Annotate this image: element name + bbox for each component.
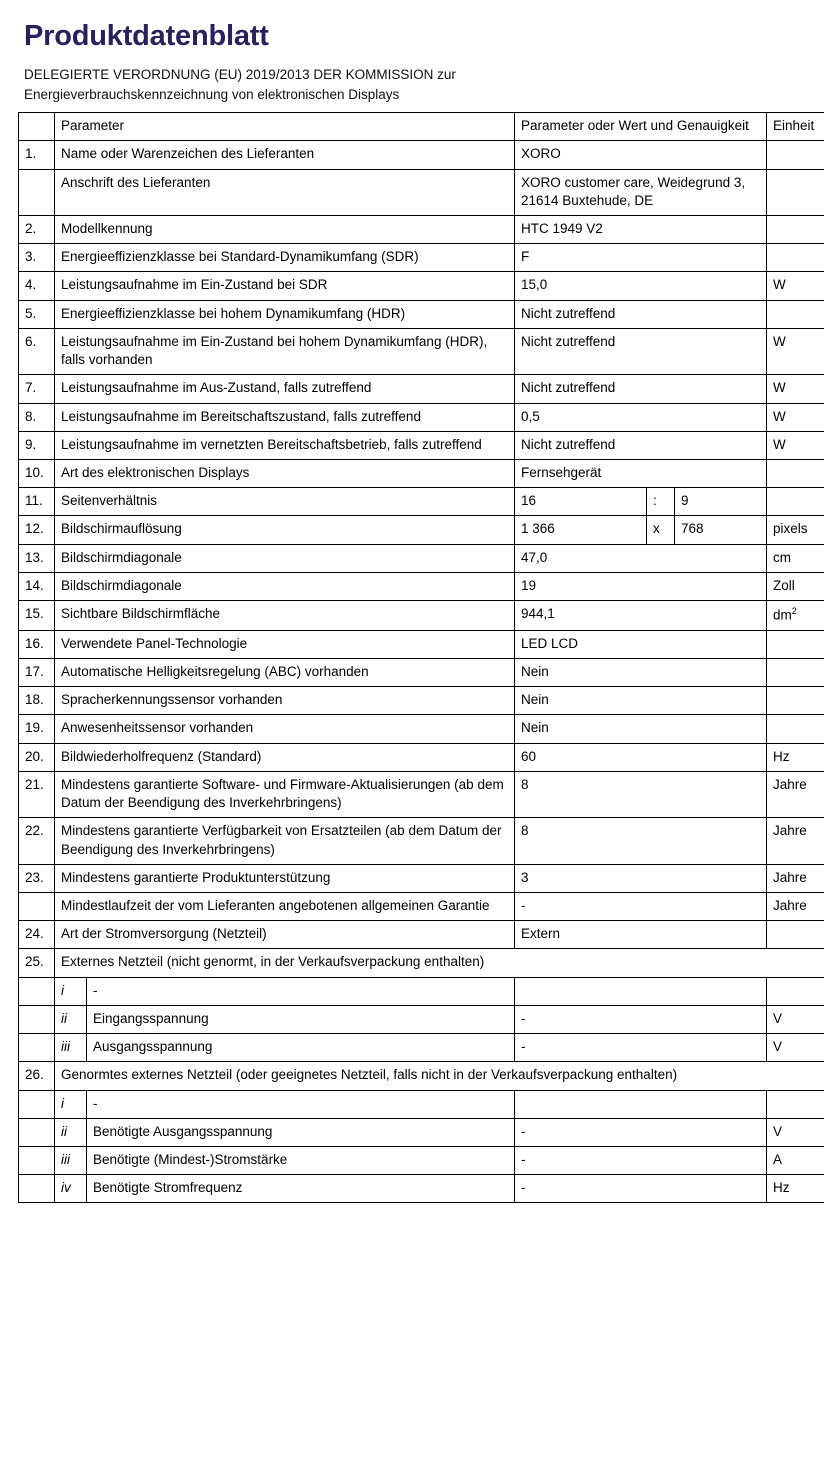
group-header-text: Externes Netzteil (nicht genormt, in der Verkaufsverpackung enthalten)	[55, 949, 824, 977]
standard-psu-item-row	[19, 1175, 824, 1203]
row-number: 26.	[19, 1062, 55, 1090]
row-number: 6.	[19, 328, 55, 374]
row-number: 18.	[19, 687, 55, 715]
table-row	[19, 141, 824, 169]
row-parameter: Art der Stromversorgung (Netzteil)	[55, 921, 515, 949]
resolution-row	[19, 516, 824, 544]
row-unit	[767, 630, 824, 658]
row-number: 3.	[19, 244, 55, 272]
row-unit: W	[767, 375, 824, 403]
table-row	[19, 216, 824, 244]
row-value	[515, 977, 767, 1005]
table-row	[19, 892, 824, 920]
row-parameter: Seitenverhältnis	[55, 488, 515, 516]
table-row	[19, 864, 824, 892]
row-parameter: Bildschirmdiagonale	[55, 572, 515, 600]
row-number: 16.	[19, 630, 55, 658]
row-number	[19, 1090, 55, 1118]
table-row	[19, 687, 824, 715]
row-unit	[767, 300, 824, 328]
row-parameter: Anschrift des Lieferanten	[55, 169, 515, 215]
standard-psu-header-row	[19, 1062, 824, 1090]
row-subnumber: iv	[55, 1175, 87, 1203]
product-information-table	[18, 112, 824, 1203]
row-value: 19	[515, 572, 767, 600]
row-parameter: Leistungsaufnahme im Aus-Zustand, falls zutreffend	[55, 375, 515, 403]
row-value: LED LCD	[515, 630, 767, 658]
row-number	[19, 1175, 55, 1203]
row-unit	[767, 459, 824, 487]
row-number: 4.	[19, 272, 55, 300]
row-parameter: Eingangsspannung	[87, 1005, 515, 1033]
header-parameter: Parameter	[55, 113, 515, 141]
row-value: 15,0	[515, 272, 767, 300]
row-parameter: Leistungsaufnahme im Ein-Zustand bei hohem Dynamikumfang (HDR), falls vorhanden	[55, 328, 515, 374]
table-row	[19, 403, 824, 431]
row-value: Nicht zutreffend	[515, 431, 767, 459]
row-unit: Hz	[767, 1175, 824, 1203]
table-row	[19, 921, 824, 949]
external-psu-header-row	[19, 949, 824, 977]
row-value: Nein	[515, 687, 767, 715]
row-value-right: 768	[675, 516, 767, 544]
row-parameter: Energieeffizienzklasse bei hohem Dynamikumfang (HDR)	[55, 300, 515, 328]
row-value: -	[515, 892, 767, 920]
row-parameter: Art des elektronischen Displays	[55, 459, 515, 487]
header-value: Parameter oder Wert und Genauigkeit	[515, 113, 767, 141]
row-number: 25.	[19, 949, 55, 977]
row-number: 1.	[19, 141, 55, 169]
row-parameter: Sichtbare Bildschirmfläche	[55, 601, 515, 631]
external-psu-item-row	[19, 1034, 824, 1062]
row-unit	[767, 687, 824, 715]
subtitle-line-1: DELEGIERTE VERORDNUNG (EU) 2019/2013 DER KOMMISSION zur	[24, 67, 456, 82]
row-number	[19, 1118, 55, 1146]
row-parameter: Modellkennung	[55, 216, 515, 244]
standard-psu-item-row	[19, 1146, 824, 1174]
row-number: 20.	[19, 743, 55, 771]
row-parameter: Mindestens garantierte Verfügbarkeit von Ersatzteilen (ab dem Datum der Beendigung des Inverkehrbringens)	[55, 818, 515, 864]
row-number: 11.	[19, 488, 55, 516]
table-row	[19, 818, 824, 864]
row-unit: Jahre	[767, 864, 824, 892]
row-value: -	[515, 1005, 767, 1033]
table-row	[19, 572, 824, 600]
row-parameter: Leistungsaufnahme im vernetzten Bereitschaftsbetrieb, falls zutreffend	[55, 431, 515, 459]
row-number: 7.	[19, 375, 55, 403]
standard-psu-item-row	[19, 1118, 824, 1146]
row-value: -	[515, 1146, 767, 1174]
row-parameter: -	[87, 977, 515, 1005]
row-unit	[767, 977, 824, 1005]
row-number: 2.	[19, 216, 55, 244]
row-value-right: 9	[675, 488, 767, 516]
row-value: Extern	[515, 921, 767, 949]
table-row	[19, 715, 824, 743]
row-number	[19, 1034, 55, 1062]
row-value: Nein	[515, 659, 767, 687]
row-unit: V	[767, 1034, 824, 1062]
row-value: 0,5	[515, 403, 767, 431]
row-parameter: -	[87, 1090, 515, 1118]
row-parameter: Leistungsaufnahme im Ein-Zustand bei SDR	[55, 272, 515, 300]
row-value	[515, 1090, 767, 1118]
row-value: -	[515, 1175, 767, 1203]
aspect-ratio-row	[19, 488, 824, 516]
row-unit	[767, 169, 824, 215]
row-parameter: Mindestens garantierte Software- und Firmware-Aktualisierungen (ab dem Datum der Beendigung des Inverkehrbringens)	[55, 771, 515, 817]
row-unit: Zoll	[767, 572, 824, 600]
row-number: 9.	[19, 431, 55, 459]
table-row	[19, 328, 824, 374]
row-unit: cm	[767, 544, 824, 572]
row-value: HTC 1949 V2	[515, 216, 767, 244]
row-number	[19, 892, 55, 920]
row-unit	[767, 488, 824, 516]
row-unit	[767, 1090, 824, 1118]
row-value-left: 1 366	[515, 516, 647, 544]
row-subnumber: ii	[55, 1118, 87, 1146]
table-row	[19, 601, 824, 631]
row-value: XORO	[515, 141, 767, 169]
row-number	[19, 1146, 55, 1174]
row-parameter: Verwendete Panel-Technologie	[55, 630, 515, 658]
table-row	[19, 459, 824, 487]
table-row	[19, 544, 824, 572]
regulation-subtitle	[24, 65, 806, 104]
table-row	[19, 375, 824, 403]
row-number: 13.	[19, 544, 55, 572]
table-header-row	[19, 113, 824, 141]
table-row	[19, 244, 824, 272]
row-parameter: Mindestlaufzeit der vom Lieferanten angebotenen allgemeinen Garantie	[55, 892, 515, 920]
row-parameter: Benötigte Ausgangsspannung	[87, 1118, 515, 1146]
table-row	[19, 300, 824, 328]
table-row	[19, 743, 824, 771]
row-value: F	[515, 244, 767, 272]
row-subnumber: iii	[55, 1146, 87, 1174]
row-parameter: Bildwiederholfrequenz (Standard)	[55, 743, 515, 771]
header-unit: Einheit	[767, 113, 824, 141]
row-parameter: Benötigte (Mindest-)Stromstärke	[87, 1146, 515, 1174]
external-psu-item-row	[19, 977, 824, 1005]
row-number: 23.	[19, 864, 55, 892]
row-number	[19, 977, 55, 1005]
row-number: 17.	[19, 659, 55, 687]
row-parameter: Name oder Warenzeichen des Lieferanten	[55, 141, 515, 169]
external-psu-item-row	[19, 1005, 824, 1033]
row-number: 12.	[19, 516, 55, 544]
row-unit: $dm^2$	[767, 601, 824, 631]
row-value: 3	[515, 864, 767, 892]
row-unit: Jahre	[767, 892, 824, 920]
table-row	[19, 272, 824, 300]
row-number	[19, 1005, 55, 1033]
row-unit: V	[767, 1118, 824, 1146]
row-unit: V	[767, 1005, 824, 1033]
row-parameter: Automatische Helligkeitsregelung (ABC) vorhanden	[55, 659, 515, 687]
row-value-left: 16	[515, 488, 647, 516]
row-unit	[767, 659, 824, 687]
row-parameter: Energieeffizienzklasse bei Standard-Dynamikumfang (SDR)	[55, 244, 515, 272]
row-number: 10.	[19, 459, 55, 487]
row-value: -	[515, 1118, 767, 1146]
row-unit	[767, 141, 824, 169]
group-header-text: Genormtes externes Netzteil (oder geeignetes Netzteil, falls nicht in der Verkaufsverpackung enthalten)	[55, 1062, 824, 1090]
row-unit: W	[767, 328, 824, 374]
row-value: -	[515, 1034, 767, 1062]
row-value-separator: x	[647, 516, 675, 544]
table-row	[19, 431, 824, 459]
row-value: Nicht zutreffend	[515, 328, 767, 374]
table-row	[19, 169, 824, 215]
row-number: 15.	[19, 601, 55, 631]
row-value: 8	[515, 818, 767, 864]
row-parameter: Leistungsaufnahme im Bereitschaftszustand, falls zutreffend	[55, 403, 515, 431]
row-unit: Hz	[767, 743, 824, 771]
row-subnumber: i	[55, 977, 87, 1005]
row-parameter: Bildschirmdiagonale	[55, 544, 515, 572]
row-number: 14.	[19, 572, 55, 600]
row-value: 60	[515, 743, 767, 771]
row-parameter: Benötigte Stromfrequenz	[87, 1175, 515, 1203]
row-unit: W	[767, 272, 824, 300]
row-number: 8.	[19, 403, 55, 431]
row-parameter: Bildschirmauflösung	[55, 516, 515, 544]
row-value: Fernsehgerät	[515, 459, 767, 487]
row-number	[19, 169, 55, 215]
table-row	[19, 630, 824, 658]
row-value: Nein	[515, 715, 767, 743]
row-value: 47,0	[515, 544, 767, 572]
row-unit: W	[767, 431, 824, 459]
header-number	[19, 113, 55, 141]
table-row	[19, 771, 824, 817]
row-unit	[767, 921, 824, 949]
standard-psu-item-row	[19, 1090, 824, 1118]
row-value: XORO customer care, Weidegrund 3, 21614 Buxtehude, DE	[515, 169, 767, 215]
page-title: Produktdatenblatt	[24, 20, 269, 52]
row-subnumber: iii	[55, 1034, 87, 1062]
row-value: 944,1	[515, 601, 767, 631]
row-parameter: Mindestens garantierte Produktunterstützung	[55, 864, 515, 892]
row-value-separator: :	[647, 488, 675, 516]
row-unit	[767, 715, 824, 743]
row-subnumber: ii	[55, 1005, 87, 1033]
subtitle-line-2: Energieverbrauchskennzeichnung von elektronischen Displays	[24, 86, 400, 102]
row-unit: pixels	[767, 516, 824, 544]
row-unit	[767, 216, 824, 244]
row-unit: Jahre	[767, 771, 824, 817]
row-unit: A	[767, 1146, 824, 1174]
row-parameter: Spracherkennungssensor vorhanden	[55, 687, 515, 715]
row-unit: Jahre	[767, 818, 824, 864]
row-number: 19.	[19, 715, 55, 743]
row-unit	[767, 244, 824, 272]
row-value: Nicht zutreffend	[515, 375, 767, 403]
row-unit: W	[767, 403, 824, 431]
row-number: 5.	[19, 300, 55, 328]
row-value: 8	[515, 771, 767, 817]
table-row	[19, 659, 824, 687]
row-number: 21.	[19, 771, 55, 817]
row-number: 22.	[19, 818, 55, 864]
row-number: 24.	[19, 921, 55, 949]
row-subnumber: i	[55, 1090, 87, 1118]
row-parameter: Anwesenheitssensor vorhanden	[55, 715, 515, 743]
row-parameter: Ausgangsspannung	[87, 1034, 515, 1062]
row-value: Nicht zutreffend	[515, 300, 767, 328]
